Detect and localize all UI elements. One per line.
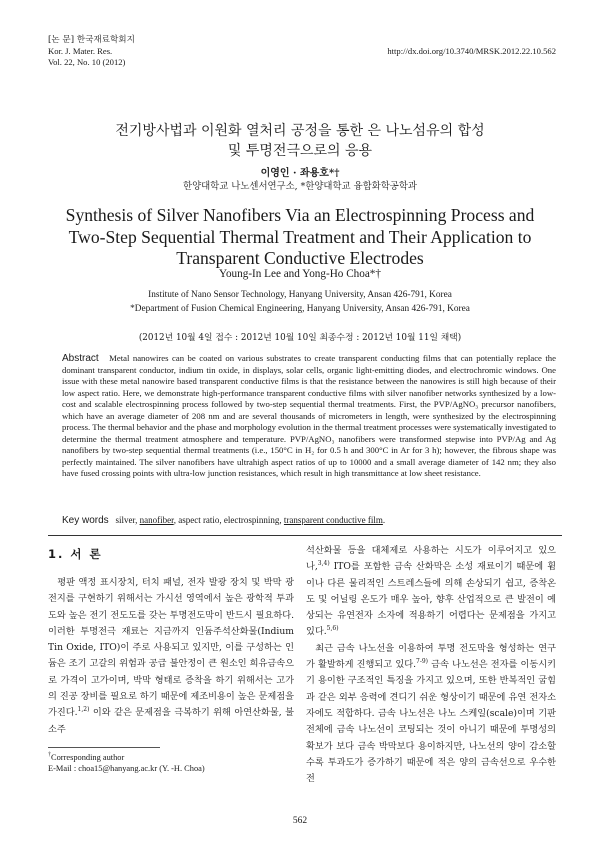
paragraph-text: 이와 같은 문제점을 극복하기 위해 아연산화물, 불소주 [48,707,294,735]
footnote-divider [48,747,160,748]
paragraph [306,641,556,788]
journal-volume: Vol. 22, No. 10 (2012) [48,57,126,67]
abstract [62,353,556,480]
section-heading-intro: 1. 서 론 [48,547,103,561]
title-en-line1: Synthesis of Silver Nanofibers Via an Electrospinning Process and [65,205,535,225]
title-kor-line1: 전기방사법과 이원화 열처리 공정을 통한 은 나노섬유의 합성 [115,123,485,139]
keyword-text: silver, [115,515,140,525]
title-kor [60,121,540,161]
citation: 3,4) [317,560,330,568]
citation: 5,6) [326,625,339,633]
affiliation-en [40,289,560,316]
paragraph-text: 석산화물 등을 대체제로 사용하는 시도가 이루어지고 있으나, [306,545,556,573]
citation: 1,2) [77,706,90,714]
paragraph-text: 금속 나노선은 전자를 이동시키기 용이한 구조적인 특징을 가지고 있으며, 또한 반복적인 굽힘과 같은 외부 응력에 견디기 쉬운 형상이기 때문에 유연 전자소자에도 적합하다. 금속 나노선은 나노 스케일(scale)이며 기판 전체에 금속 나노선이 코팅되는 것이 아니기 때문에 투명성의 확보가 보다 금속 박막보다 용이하지만, 나노선의 양이 감소할수록 투과도가 증가하기 때문에 적은 양의 금속선으로 우수한 전 [306,659,556,785]
abstract-text: Metal nanowires can be coated on various substrates to create transparent conducting films that can potentially replace the dominant transparent conductor, indium tin oxide, in displays, solar cells, organic light-emitting diodes, and electrochromic windows. One issue with these metal nanowire based transparent conductive films is that the resistance between the nanowires is still high because of their low aspect ratio. Here, we demonstrate high-performance transparent conductive films with silver nanofiber networks synthesized by a low-cost and scalable electrospinning process followed by two-step sequential thermal treatments. First, the PVP/AgNO₃ precursor nanofibers, which have an average diameter of 208 nm and are several thousands of micrometers in length, were synthesized by the electrospinning process. The thermal behavior and the phase and morphology evolution in the thermal treatment processes were systematically investigated to determine the thermal treatment atmosphere and temperature. PVP/AgNO₃ nanofibers were transformed stepwise into PVP/Ag and Ag nanofibers by two-step sequential thermal treatments (i.e., 150°C in H₂ for 0.5 h and 300°C in Ar for 3 h); however, the fibrous shape was perfectly maintained. The silver nanofibers have ultrahigh aspect ratios of up to 10000 and a small average diameter of 142 nm; they also have fused crossing points with ultra-low junction resistances, which result in high transmittance at low sheet resistance. [62,353,557,478]
affiliation-en-line2: *Department of Fusion Chemical Engineering, Hanyang University, Ansan 426-791, Korea [130,303,470,314]
citation: 7-9) [416,658,429,666]
abstract-label: Abstract [62,353,99,364]
footnote-email[interactable]: E-Mail : choa15@hanyang.ac.kr (Y. -H. Choa) [48,764,205,773]
paragraph-text: ITO를 포함한 금속 산화막은 소성 재료이기 때문에 휨이나 다른 물리적인 스트레스들에 의해 손상되기 쉽고, 증착온도 및 어닐링 온도가 매우 높아, 향후 산업적으로 큰 발전이 예상되는 유연전자 소자에 적용하기 어렵다는 문제점을 가지고 있다. [306,561,556,638]
keyword-tcf: transparent conductive film [283,515,383,525]
left-column [48,575,294,738]
title-en-line2: Two-Step Sequential Thermal Treatment and Their Application to [68,226,532,247]
received-dates: (2012년 10월 4일 접수 : 2012년 10월 10일 최종수정 : 2012년 10월 11일 채택) [138,333,462,343]
title-en [45,205,555,270]
page-number: 562 [292,816,308,826]
title-en-line3: Transparent Conductive Electrodes [176,248,424,268]
title-kor-line2: 및 투명전극으로의 응용 [227,143,373,159]
footnote-author: Corresponding author [51,753,125,762]
journal-name-kor: [논 문] 한국재료학회지 [48,35,135,45]
authors-en: Young-In Lee and Yong-Ho Choa*† [218,268,381,280]
keywords [62,515,556,526]
keyword-period: . [382,515,386,525]
authors-kor: 이영인 · 좌용호*† [260,168,340,179]
paragraph-text: 평판 액정 표시장치, 터치 패널, 전자 발광 장치 및 박막 광전지를 구현하기 위해서는 가시선 영역에서 높은 광학적 투과도와 높은 전기 전도도를 갖는 투명전도막이 반드시 필요하다. 이러한 투명전극 재료는 지금까지 인듐주석산화물(Indium Tin Oxide, ITO)이 주로 사용되고 있지만, 이를 구성하는 인듐은 조기 고갈의 위험과 공급 불안정이 큰 원소인 희유금속으로 가격이 고가이며, 박막 형태로 증착을 하기 위해서는 고가의 진공 장비를 필요로 하기 때문에 제조비용이 높은 문제점을 가진다. [48,577,294,719]
footnote: †Corresponding author E-Mail : choa15@hanyang.ac.kr (Y. -H. Choa) [48,752,205,773]
right-column [306,543,556,787]
keyword-nanofiber: nanofiber [139,515,174,525]
journal-header [48,35,135,68]
doi-link[interactable]: http://dx.doi.org/10.3740/MRSK.2012.22.10.562 [387,46,556,56]
paragraph [306,543,556,641]
journal-abbr: Kor. J. Mater. Res. [48,46,113,56]
header-divider [48,535,562,536]
affiliation-kor: 한양대학교 나노센서연구소, *한양대학교 융합화학공학과 [183,181,417,192]
keyword-text: , aspect ratio, electrospinning, [173,515,284,525]
keywords-label: Key words [62,515,109,526]
affiliation-en-line1: Institute of Nano Sensor Technology, Hanyang University, Ansan 426-791, Korea [148,290,452,300]
paragraph-text: 최근 금속 나노선을 이용하여 투명 전도막을 형성하는 연구가 활발하게 진행되고 있다. [306,642,556,671]
paragraph [48,575,294,738]
